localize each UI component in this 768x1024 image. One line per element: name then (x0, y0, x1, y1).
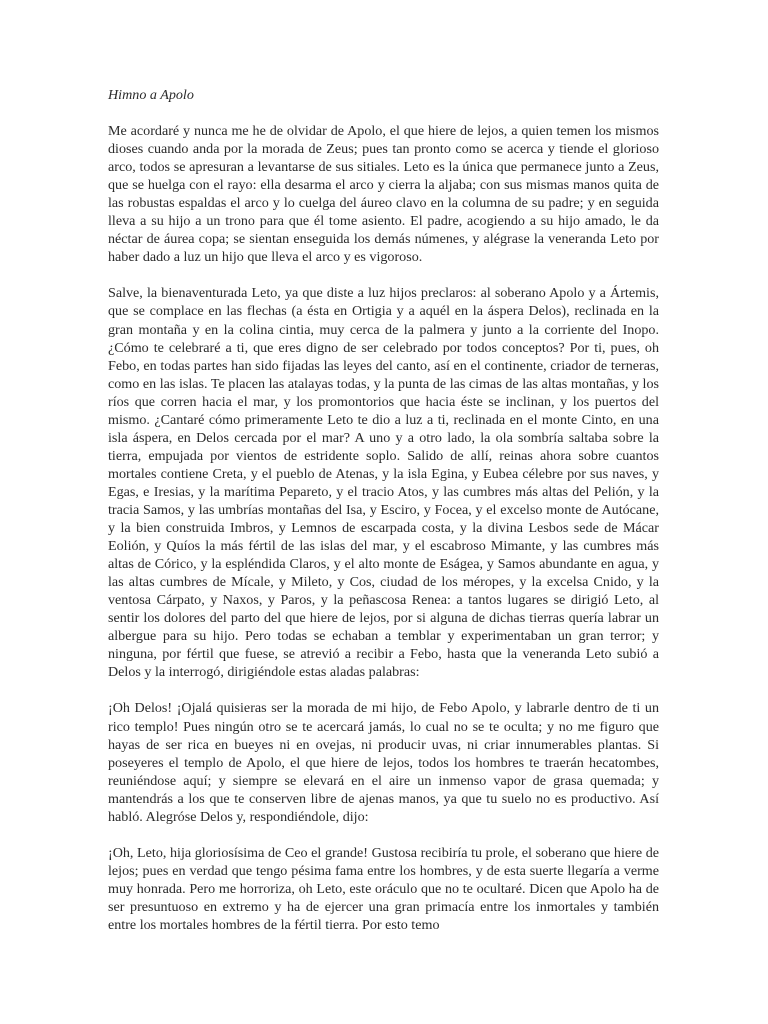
paragraph-1: Me acordaré y nunca me he de olvidar de Apolo, el que hiere de lejos, a quien temen los mismos dioses cuando anda por la morada de Zeus; pues tan pronto como se acerca y tiende el glorioso arco, todos se apresuran a levantarse de sus sitiales. Leto es la única que permanece junto a Zeus, que se huelga con el rayo: ella desarma el arco y cierra la aljaba; con sus mismas manos quita de las robustas espaldas el arco y lo cuelga del áureo clavo en la columna de su padre; y en seguida lleva a su hijo a un trono para que él tome asiento. El padre, acogiendo a su hijo amado, le da néctar de áurea copa; se sientan enseguida los demás númenes, y alégrase la veneranda Leto por haber dado a luz un hijo que lleva el arco y es vigoroso. (108, 123, 659, 266)
paragraph-4: ¡Oh, Leto, hija gloriosísima de Ceo el grande! Gustosa recibiría tu prole, el soberano que hiere de lejos; pues en verdad que tengo pésima fama entre los hombres, y de esta suerte llegaría a verme muy honrada. Pero me horroriza, oh Leto, este oráculo que no te ocultaré. Dicen que Apolo ha de ser presuntuoso en extremo y ha de ejercer una gran primacía entre los inmortales y también entre los mortales hombres de la fértil tierra. Por esto temo (108, 844, 659, 933)
paragraph-3: ¡Oh Delos! ¡Ojalá quisieras ser la morada de mi hijo, de Febo Apolo, y labrarle dentro de ti un rico templo! Pues ningún otro se te acercará jamás, lo cual no se te oculta; y no me figuro que hayas de ser rica en bueyes ni en ovejas, ni producir uvas, ni criar innumerables plantas. Si poseyeres el templo de Apolo, el que hiere de lejos, todos los hombres te traerán hecatombes, reuniéndose aquí; y siempre se elevará en el aire un inmenso vapor de grasa quemada; y mantendrás a los que te conserven libre de ajenas manos, ya que tu suelo no es productivo. Así habló. Alegróse Delos y, respondiéndole, dijo: (108, 700, 659, 825)
paragraph-2: Salve, la bienaventurada Leto, ya que diste a luz hijos preclaros: al soberano Apolo y a Ártemis, que se complace en las flechas (a ésta en Ortigia y a aquél en la áspera Delos), reclinada en la gran montaña y en la colina cintia, muy cerca de la palmera y junto a la corriente del Inopo. ¿Cómo te celebraré a ti, que eres digno de ser celebrado por todos conceptos? Por ti, pues, oh Febo, en todas partes han sido fijadas las leyes del canto, así en el continente, criador de terneras, como en las islas. Te placen las atalayas todas, y la punta de las cimas de las altas montañas, y los ríos que corren hacia el mar, y los promontorios que hacia éste se inclinan, y los puertos del mismo. ¿Cantaré cómo primeramente Leto te dio a luz a ti, reclinada en el monte Cinto, en una isla áspera, en Delos cercada por el mar? A uno y a otro lado, la ola sombría saltaba sobre la tierra, empujada por vientos de estridente soplo. Salido de allí, reinas ahora sobre cuantos mortales contiene Creta, y el pueblo de Atenas, y la isla Egina, y Eubea célebre por sus naves, y Egas, e Iresias, y la marítima Pepareto, y el tracio Atos, y las cumbres más altas del Pelión, y la tracia Samos, y las umbrías montañas del Isa, y Esciro, y Focea, y el excelso monte de Autócane, y la bien construida Imbros, y Lemnos de escarpada costa, y la divina Lesbos sede de Mácar Eolión, y Quíos la más fértil de las islas del mar, y el escabroso Mimante, y las cumbres más altas de Córico, y la espléndida Claros, y el alto monte de Eságea, y Samos abundante en agua, y las altas cumbres de Mícale, y Mileto, y Cos, ciudad de los méropes, y la excelsa Cnido, y la ventosa Cárpato, y Naxos, y Paros, y la peñascosa Renea: a tantos lugares se dirigió Leto, al sentir los dolores del parto del que hiere de lejos, por si alguna de dichas tierras quería labrar un albergue para su hijo. Pero todas se echaban a temblar y experimentaban un gran terror; y ninguna, por fértil que fuese, se atrevió a recibir a Febo, hasta que la veneranda Leto subió a Delos y la interrogó, dirigiéndole estas aladas palabras: (108, 285, 659, 681)
document-title: Himno a Apolo (108, 87, 194, 103)
document-page (108, 86, 659, 952)
